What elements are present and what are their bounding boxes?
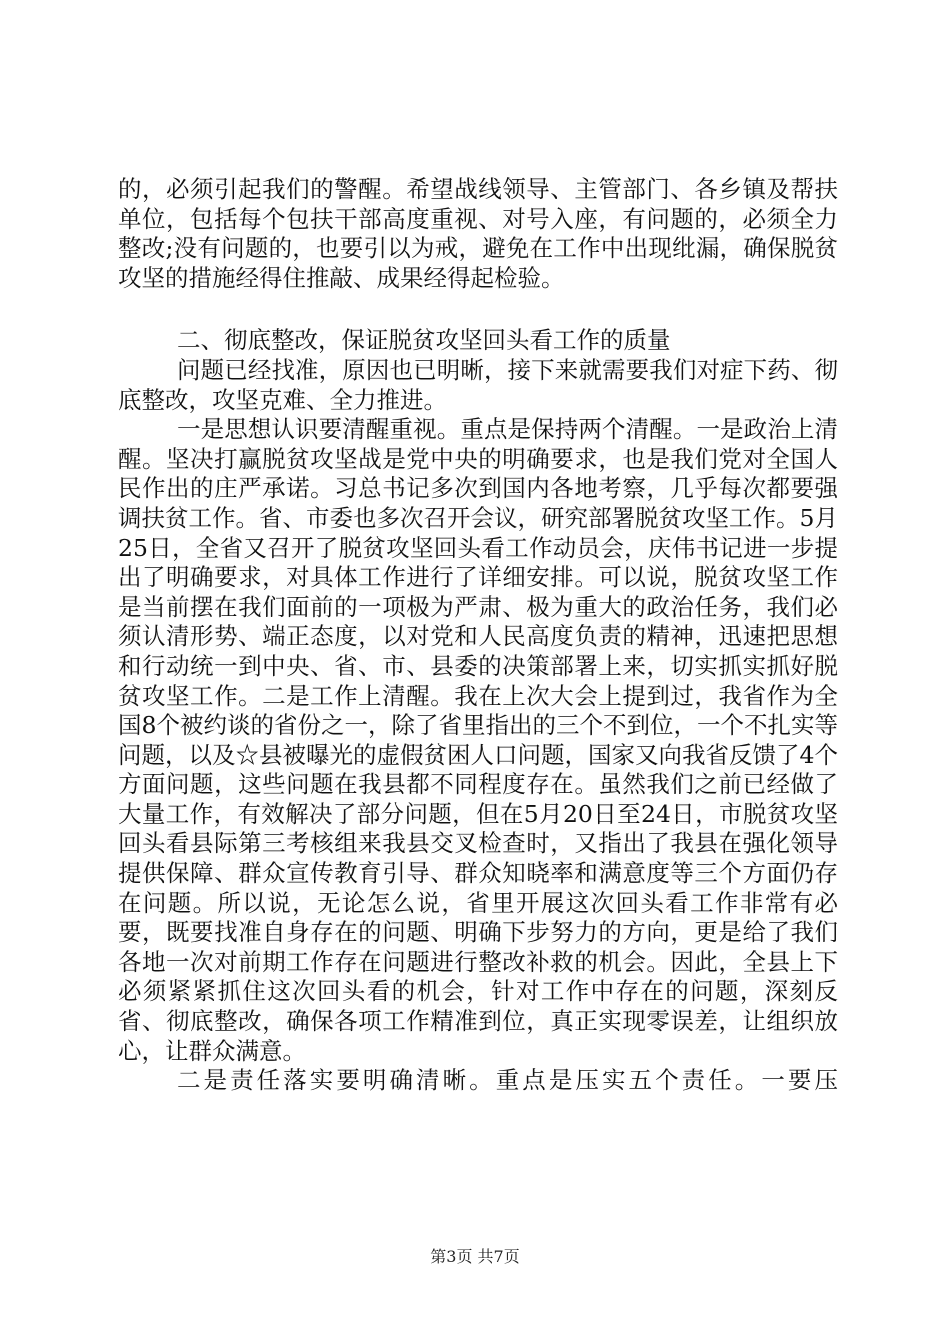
- section-heading: 二、彻底整改，保证脱贫攻坚回头看工作的质量: [177, 326, 671, 355]
- paragraph-continuation: 的，必须引起我们的警醒。希望战线领导、主管部门、各乡镇及帮扶单位，包括每个包扶干部高度重视、对号入座，有问题的，必须全力整改;没有问题的，也要引以为戒，避免在工作中出现纰漏，确保脱贫攻坚的措施经得住推敲、成果经得起检验。: [118, 175, 838, 292]
- paragraph-point-two: 二是责任落实要明确清晰。重点是压实五个责任。一要压: [177, 1066, 838, 1095]
- paragraph-gap: [118, 293, 838, 326]
- paragraph-intro: 问题已经找准，原因也已明晰，接下来就需要我们对症下药、彻底整改，攻坚克难、全力推进。: [118, 355, 838, 414]
- page-footer: 第3页 共7页: [430, 1247, 520, 1266]
- paragraph-point-one: 一是思想认识要清醒重视。重点是保持两个清醒。一是政治上清醒。坚决打赢脱贫攻坚战是党中央的明确要求，也是我们党对全国人民作出的庄严承诺。习总书记多次到国内各地考察，几乎每次都要强调扶贫工作。省、市委也多次召开会议，研究部署脱贫攻坚工作。5月25日，全省又召开了脱贫攻坚回头看工作动员会，庆伟书记进一步提出了明确要求，对具体工作进行了详细安排。可以说，脱贫攻坚工作是当前摆在我们面前的一项极为严肃、极为重大的政治任务，我们必须认清形势、端正态度，以对党和人民高度负责的精神，迅速把思想和行动统一到中央、省、市、县委的决策部署上来，切实抓实抓好脱贫攻坚工作。二是工作上清醒。我在上次大会上提到过，我省作为全国8个被约谈的省份之一，除了省里指出的三个不到位，一个不扎实等问题，以及☆县被曝光的虚假贫困人口问题，国家又向我省反馈了4个方面问题，这些问题在我县都不同程度存在。虽然我们之前已经做了大量工作，有效解决了部分问题，但在5月20日至24日，市脱贫攻坚回头看县际第三考核组来我县交叉检查时，又指出了我县在强化领导提供保障、群众宣传教育引导、群众知晓率和满意度等三个方面仍存在问题。所以说，无论怎么说，省里开展这次回头看工作非常有必要，既要找准自身存在的问题、明确下步努力的方向，更是给了我们各地一次对前期工作存在问题进行整改补救的机会。因此，全县上下必须紧紧抓住这次回头看的机会，针对工作中存在的问题，深刻反省、彻底整改，确保各项工作精准到位，真正实现零误差，让组织放心，让群众满意。: [118, 415, 838, 1065]
- document-body: [118, 175, 838, 1096]
